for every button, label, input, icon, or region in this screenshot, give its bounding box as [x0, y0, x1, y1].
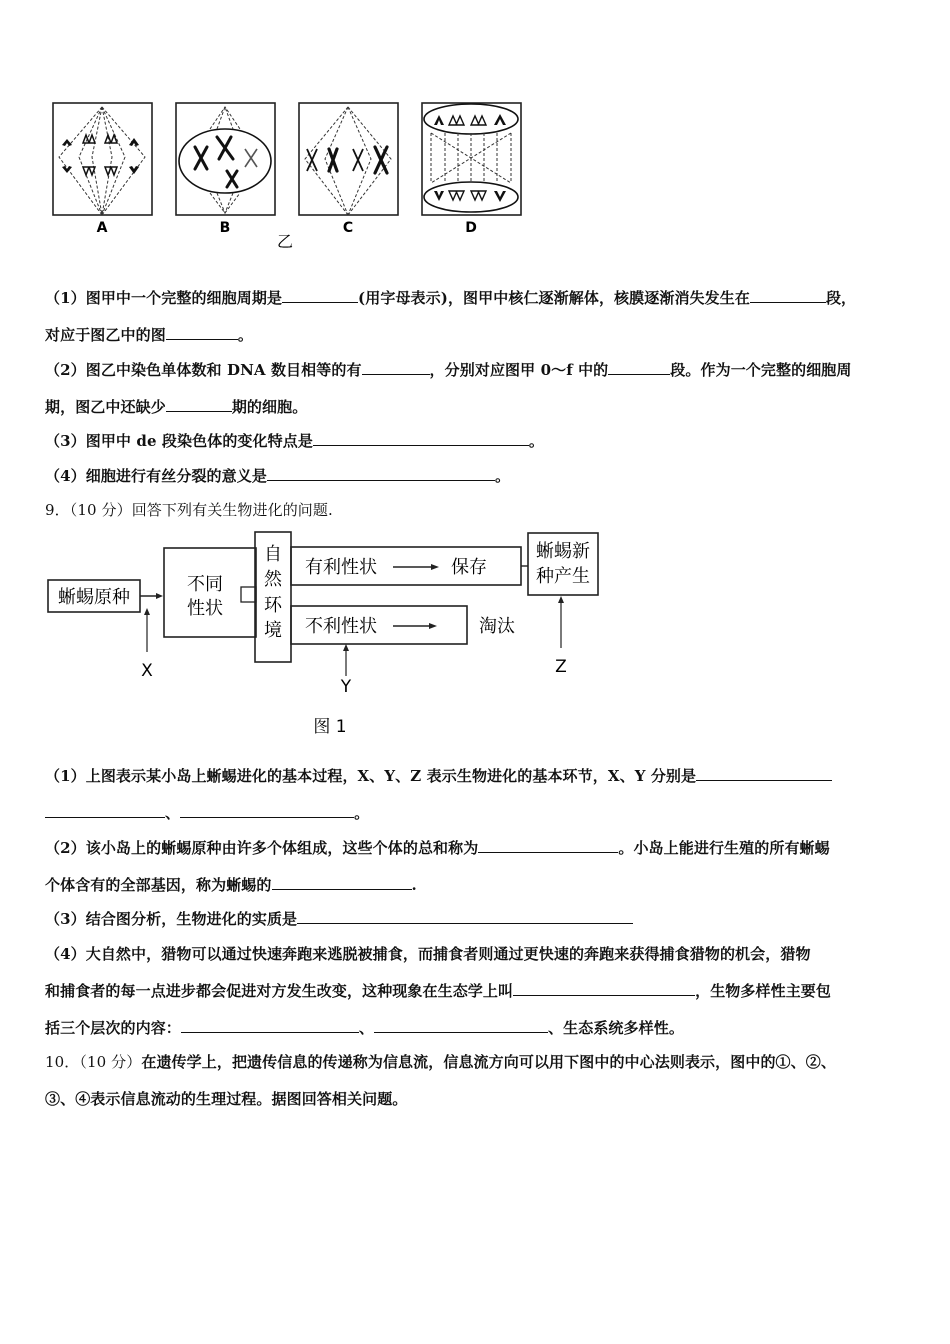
q8-part1-text-e: 。 [237, 326, 253, 344]
q8-part4-text-b: 。 [494, 467, 511, 485]
q9-part2-text-a: （2）该小岛上的蜥蜴原种由许多个体组成，这些个体的总和称为 [45, 839, 479, 857]
q8-part3-line [45, 430, 544, 451]
answer-blank[interactable] [282, 288, 358, 303]
q9-part4-text-b: 和捕食者的每一点进步都会促进对方发生改变，这种现象在生态学上叫 [45, 982, 514, 1000]
cell-b-diagram [176, 103, 275, 215]
x-label: X [141, 661, 153, 681]
unfavorable-label: 不利性状 [305, 616, 377, 637]
answer-blank[interactable] [180, 803, 354, 818]
answer-blank[interactable] [696, 766, 832, 781]
q8-part1-line1 [45, 287, 856, 308]
answer-blank[interactable] [297, 909, 633, 924]
env-char-1: 自 [264, 544, 282, 565]
q9-header-text: 9．（10 分）回答下列有关生物进化的问题. [45, 501, 333, 519]
answer-blank[interactable] [45, 803, 165, 818]
q9-part1-line2 [45, 802, 369, 823]
q9-part4-line1 [45, 943, 811, 964]
q10-line1 [45, 1051, 836, 1072]
env-char-4: 境 [264, 620, 282, 641]
answer-blank[interactable] [267, 466, 495, 481]
q8-part2-text-a: （2）图乙中染色单体数和 DNA 数目相等的有 [45, 361, 362, 379]
q9-part2-text-d: . [411, 876, 417, 894]
q9-part4-text-e: 、 [358, 1019, 375, 1037]
traits-label-1: 不同 [187, 574, 223, 595]
cell-label-a: A [96, 220, 108, 236]
figure-yi-caption: 乙 [276, 232, 294, 251]
env-char-2: 然 [264, 569, 282, 590]
q8-part2-text-b: ，分别对应图甲 0～f 中的 [429, 361, 609, 379]
q9-part4-line3 [45, 1017, 684, 1038]
answer-blank[interactable] [272, 875, 412, 890]
answer-blank[interactable] [181, 1018, 359, 1033]
q9-part4-text-f: 、生态系统多样性。 [548, 1019, 684, 1037]
answer-blank[interactable] [513, 981, 695, 996]
q9-part4-text-d: 括三个层次的内容： [45, 1019, 181, 1037]
favorable-label: 有利性状 [305, 557, 377, 578]
answer-blank[interactable] [166, 397, 232, 412]
figure-yi [45, 95, 545, 255]
figure1-caption: 图 1 [313, 717, 347, 737]
answer-blank[interactable] [750, 288, 826, 303]
cell-label-c: C [342, 220, 354, 236]
q9-part3-text-a: （3）结合图分析，生物进化的实质是 [45, 910, 298, 928]
new-species-label-1: 蜥蜴新 [536, 541, 590, 562]
q9-part1-line1 [45, 765, 832, 786]
cell-label-b: B [219, 220, 231, 236]
q8-part1-text-b: (用字母表示)，图甲中核仁逐渐解体，核膜逐渐消失发生在 [358, 289, 750, 307]
q9-part1-text-b: 、 [165, 804, 181, 822]
answer-blank[interactable] [608, 360, 670, 375]
eliminate-label: 淘汰 [479, 616, 515, 637]
q10-number: 10．（10 分） [45, 1053, 142, 1071]
q8-part3-text-a: （3）图甲中 de 段染色体的变化特点是 [45, 432, 313, 450]
q8-part1-text-d: 对应于图乙中的图 [45, 326, 166, 344]
origin-label: 蜥蜴原种 [58, 587, 130, 608]
answer-blank[interactable] [166, 325, 238, 340]
keep-label: 保存 [451, 557, 487, 578]
q8-part4-text-a: （4）细胞进行有丝分裂的意义是 [45, 467, 267, 485]
q10-text-a: 在遗传学上，把遗传信息的传递称为信息流，信息流方向可以用下图中的中心法则表示，图中的①、②、 [141, 1053, 836, 1071]
q8-part2-text-c: 段。作为一个完整的细胞周 [670, 361, 852, 379]
y-label: Y [340, 677, 352, 697]
q9-part2-text-c: 个体含有的全部基因，称为蜥蜴的 [45, 876, 272, 894]
q8-part1-text-c: 段， [825, 289, 857, 307]
q9-part4-text-c: ，生物多样性主要包 [695, 982, 832, 1000]
q8-part4-line [45, 465, 510, 486]
new-species-label-2: 种产生 [536, 566, 590, 587]
q9-part1-text-c: 。 [354, 804, 370, 822]
cell-label-d: D [465, 220, 477, 236]
q9-part1-text-a: （1）上图表示某小岛上蜥蜴进化的基本过程，X、Y、Z 表示生物进化的基本环节，X、Y 分别是 [45, 767, 697, 785]
q8-part2-line1 [45, 359, 852, 380]
q8-part1-text-a: （1）图甲中一个完整的细胞周期是 [45, 289, 283, 307]
answer-blank[interactable] [313, 431, 529, 446]
traits-label-2: 性状 [187, 598, 223, 619]
q8-part2-text-d: 期，图乙中还缺少 [45, 398, 166, 416]
q8-part3-text-b: 。 [528, 432, 545, 450]
evolution-diagram [45, 530, 605, 742]
answer-blank[interactable] [362, 360, 430, 375]
cell-d-diagram [422, 103, 521, 215]
q9-part2-line1 [45, 837, 830, 858]
q8-part2-text-e: 期的细胞。 [231, 398, 308, 416]
q9-part3-line [45, 908, 633, 929]
q9-part2-line2 [45, 874, 417, 895]
q9-part4-text-a: （4）大自然中，猎物可以通过快速奔跑来逃脱被捕食，而捕食者则通过更快速的奔跑来获得捕食猎物的机会，猎物 [45, 945, 811, 963]
cell-a-diagram [53, 103, 152, 215]
answer-blank[interactable] [374, 1018, 548, 1033]
q9-part2-text-b: 。小岛上能进行生殖的所有蜥蜴 [618, 839, 830, 857]
q9-part4-line2 [45, 980, 831, 1001]
env-char-3: 环 [264, 595, 282, 616]
q10-text-b: ③、④表示信息流动的生理过程。据图回答相关问题。 [45, 1090, 408, 1108]
cell-c-diagram [299, 103, 398, 215]
q10-line2 [45, 1088, 407, 1109]
answer-blank[interactable] [478, 838, 618, 853]
q9-header [45, 499, 333, 520]
q8-part1-line2 [45, 324, 253, 345]
z-label: Z [555, 657, 567, 677]
q8-part2-line2 [45, 396, 307, 417]
